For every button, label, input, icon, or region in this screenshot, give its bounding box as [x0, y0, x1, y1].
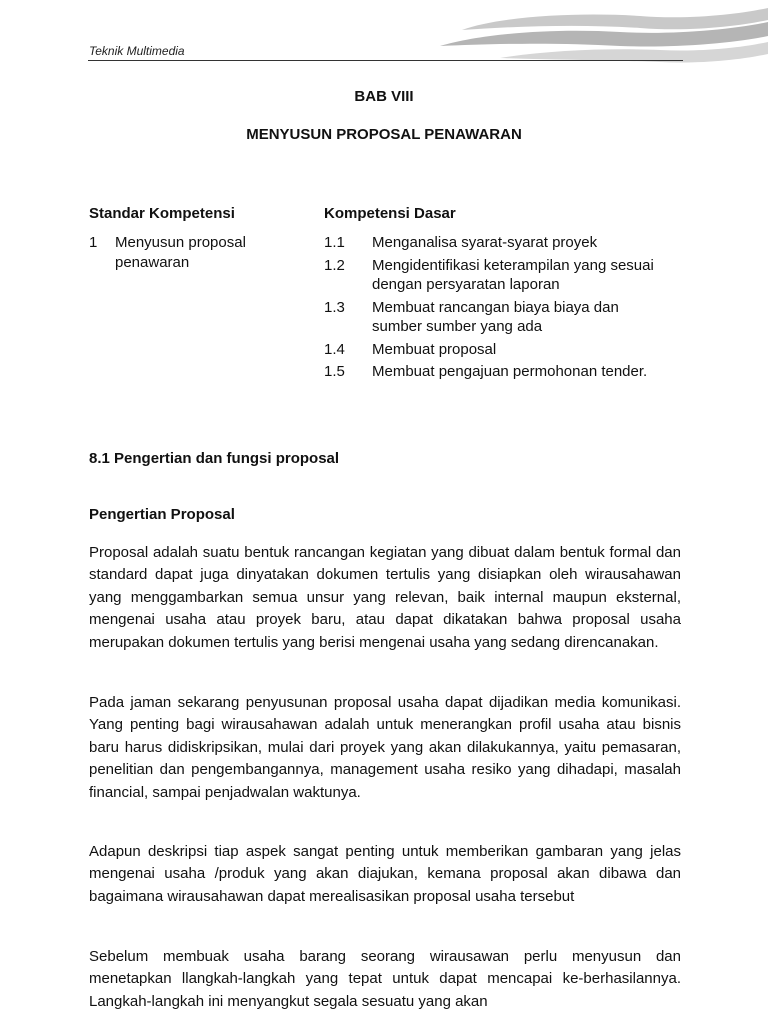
list-item-number: 1.4	[324, 340, 345, 358]
list-item	[324, 362, 662, 382]
list-item-number: 1.5	[324, 363, 345, 380]
list-item-text: Membuat pengajuan permohonan tender.	[372, 363, 648, 380]
list-item-text: Menyusun proposal penawaran	[115, 234, 246, 271]
list-item-number: 1.3	[324, 298, 345, 316]
list-item	[324, 233, 662, 253]
kompetensi-dasar-list	[324, 233, 662, 385]
list-item-text: Menganalisa syarat-syarat proyek	[372, 234, 598, 251]
paragraph: Adapun deskripsi tiap aspek sangat penting untuk memberikan gambaran yang jelas mengenai usaha /produk yang akan diajukan, kemana proposal akan dibawa dan bagaimana wirausahawan dapat merealisasikan proposal usaha tersebut	[89, 843, 681, 905]
list-item	[89, 233, 305, 272]
chapter-number: BAB VIII	[354, 88, 414, 105]
kompetensi-dasar-heading: Kompetensi Dasar	[324, 205, 456, 222]
standar-kompetensi-list	[89, 233, 305, 272]
list-item-text: Membuat rancangan biaya biaya dan sumber sumber yang ada	[372, 298, 619, 335]
list-item	[324, 256, 662, 295]
list-item-text: Mengidentifikasi keterampilan yang sesuai dengan persyaratan laporan	[372, 256, 654, 293]
paragraph: Proposal adalah suatu bentuk rancangan kegiatan yang dibuat dalam bentuk formal dan standard dapat juga dinyatakan dokumen tertulis yang disiapkan oleh wirausahawan yang menggambarkan semua unsur yang relevan, baik internal maupun eksternal, mengenai usaha atau proyek baru, atau dapat dikatakan bahwa proposal usaha merupakan dokumen tertulis yang berisi mengenai usaha yang sedang direncanakan.	[89, 544, 681, 651]
standar-kompetensi-heading: Standar Kompetensi	[89, 205, 235, 222]
list-item-text: Membuat proposal	[372, 340, 497, 358]
list-item	[324, 340, 662, 360]
header-divider	[88, 60, 683, 61]
chapter-title: MENYUSUN PROPOSAL PENAWARAN	[246, 126, 522, 143]
section-title: 8.1 Pengertian dan fungsi proposal	[89, 450, 340, 467]
list-item-number: 1.1	[324, 234, 345, 251]
subsection-title: Pengertian Proposal	[89, 506, 235, 523]
header-label: Teknik Multimedia	[89, 44, 185, 58]
paragraph: Pada jaman sekarang penyusunan proposal usaha dapat dijadikan media komunikasi. Yang penting bagi wirausahawan adalah untuk menerangkan profil usaha atau bisnis baru harus didiskripsikan, mulai dari proyek yang akan dilakukannya, yaitu pemasaran, penelitian dan pengembangannya, management usaha resiko yang dihadapi, masalah financial, sampai penjadwalan waktunya.	[89, 694, 681, 801]
paragraph: Sebelum membuak usaha barang seorang wirausawan perlu menyusun dan menetapkan llangkah-langkah yang tepat untuk dapat mencapai ke-berhasilannya. Langkah-langkah ini menyangkut segala sesuatu yang akan	[89, 948, 681, 1010]
header-swoosh-graphic	[440, 6, 768, 68]
list-item	[324, 298, 662, 337]
list-item-number: 1.2	[324, 256, 345, 274]
list-item-number: 1	[89, 234, 98, 251]
